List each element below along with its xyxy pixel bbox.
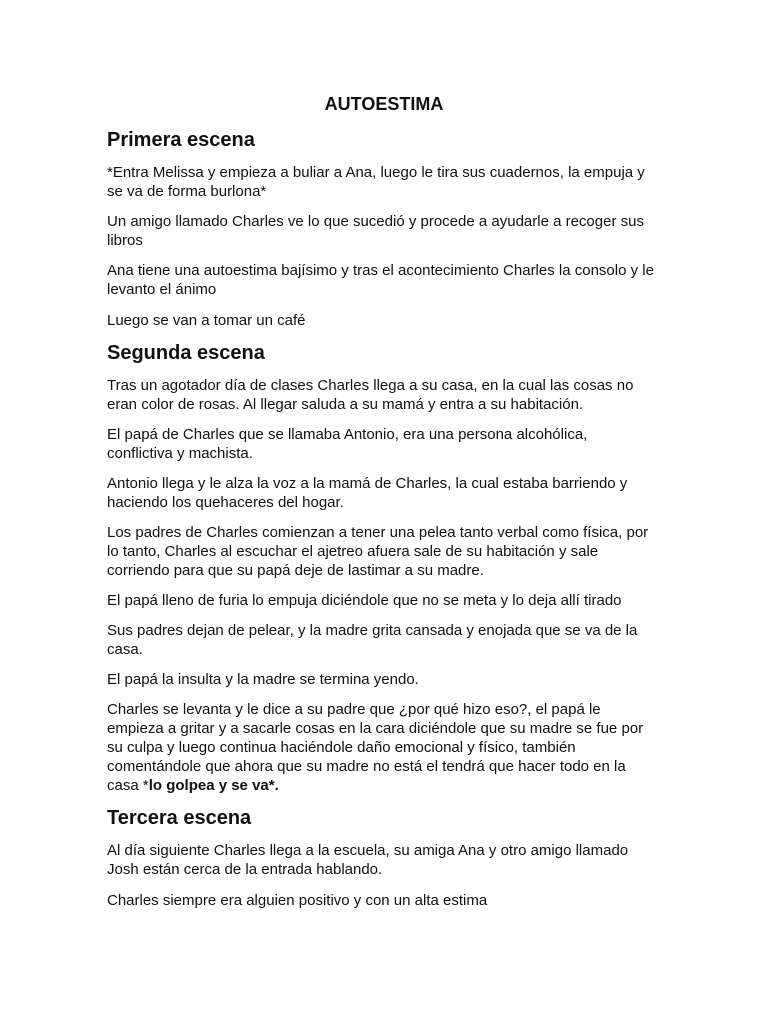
paragraph: Sus padres dejan de pelear, y la madre grita cansada y enojada que se va de la casa.	[107, 622, 638, 658]
bold-emphasis: lo golpea y se va	[148, 777, 269, 794]
paragraph-text: Charles se levanta y le dice a su padre que ¿por qué hizo eso?, el papá le empieza a gritar y a sacarle cosas en la cara diciéndole que su madre se fue por su culpa y luego continua haciéndole daño emocional y físico, también comentándole que ahora que su madre no está el tendrá que hacer todo en la casa *	[107, 701, 644, 794]
scene-heading-2: Segunda escena	[107, 342, 265, 364]
scene-heading-1: Primera escena	[107, 129, 255, 151]
paragraph: El papá de Charles que se llamaba Antonio, era una persona alcohólica, conflictiva y machista.	[107, 426, 588, 462]
paragraph: El papá la insulta y la madre se termina yendo.	[107, 671, 419, 688]
scene-heading-3: Tercera escena	[107, 807, 252, 829]
paragraph: Ana tiene una autoestima bajísimo y tras el acontecimiento Charles la consolo y le levanto el ánimo	[107, 262, 654, 298]
document-title: AUTOESTIMA	[324, 94, 444, 114]
paragraph: Luego se van a tomar un café	[107, 312, 306, 329]
paragraph: Un amigo llamado Charles ve lo que sucedió y procede a ayudarle a recoger sus libros	[107, 213, 644, 249]
paragraph: Al día siguiente Charles llega a la escuela, su amiga Ana y otro amigo llamado Josh están cerca de la entrada hablando.	[107, 842, 629, 878]
paragraph: *Entra Melissa y empieza a buliar a Ana, luego le tira sus cuadernos, la empuja y se va de forma burlona*	[107, 164, 645, 200]
paragraph-final	[107, 700, 655, 795]
bold-emphasis-tail: *.	[268, 777, 279, 794]
paragraph: Antonio llega y le alza la voz a la mamá de Charles, la cual estaba barriendo y haciendo los quehaceres del hogar.	[107, 475, 628, 511]
paragraph: Tras un agotador día de clases Charles llega a su casa, en la cual las cosas no eran color de rosas. Al llegar saluda a su mamá y entra a su habitación.	[107, 377, 634, 413]
paragraph: El papá lleno de furia lo empuja diciéndole que no se meta y lo deja allí tirado	[107, 592, 622, 609]
paragraph: Charles siempre era alguien positivo y con un alta estima	[107, 892, 488, 909]
paragraph: Los padres de Charles comienzan a tener una pelea tanto verbal como física, por lo tanto, Charles al escuchar el ajetreo afuera sale de su habitación y sale corriendo para que su papá deje de lastimar a su madre.	[107, 524, 649, 579]
